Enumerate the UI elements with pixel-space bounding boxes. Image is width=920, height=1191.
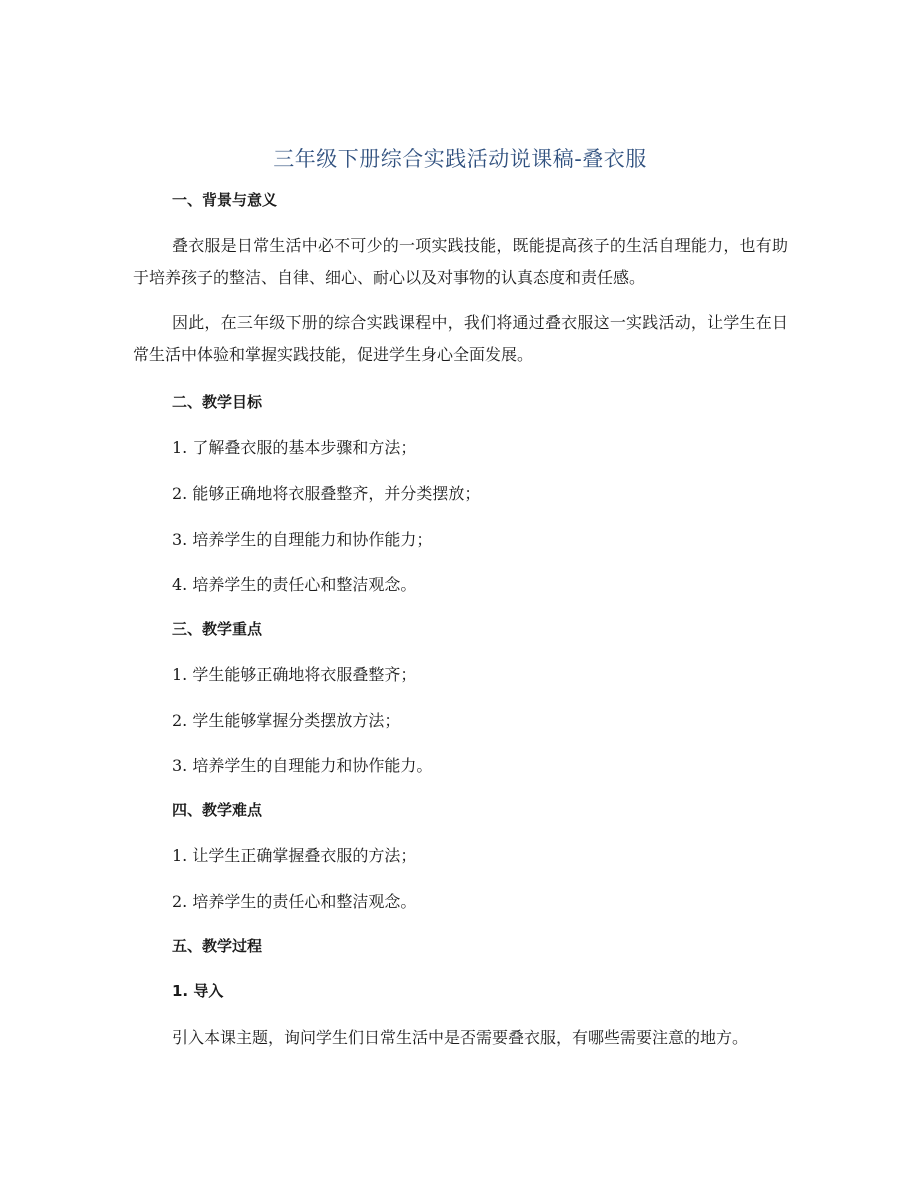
list-item-objective-1: 1. 了解叠衣服的基本步骤和方法；	[172, 438, 417, 457]
section-heading-difficulties: 四、教学难点	[172, 801, 263, 819]
document-title: 三年级下册综合实践活动说课稿-叠衣服	[273, 147, 647, 171]
section-heading-objectives: 二、教学目标	[172, 393, 263, 411]
paragraph-background-2: 因此，在三年级下册的综合实践课程中，我们将通过叠衣服这一实践活动，让学生在日常生活中体验和掌握实践技能，促进学生身心全面发展。	[133, 313, 788, 364]
list-item-difficulty-1: 1. 让学生正确掌握叠衣服的方法；	[172, 846, 417, 865]
list-item-objective-3: 3. 培养学生的自理能力和协作能力；	[172, 530, 433, 549]
list-item-key-point-3: 3. 培养学生的自理能力和协作能力。	[172, 756, 433, 775]
section-heading-background: 一、背景与意义	[172, 191, 278, 209]
paragraph-background-1: 叠衣服是日常生活中必不可少的一项实践技能，既能提高孩子的生活自理能力，也有助于培养孩子的整洁、自律、细心、耐心以及对事物的认真态度和责任感。	[133, 236, 788, 287]
list-item-difficulty-2: 2. 培养学生的责任心和整洁观念。	[172, 892, 417, 911]
list-item-objective-4: 4. 培养学生的责任心和整洁观念。	[172, 575, 417, 594]
section-heading-process: 五、教学过程	[172, 937, 263, 955]
section-heading-key-points: 三、教学重点	[172, 620, 263, 638]
list-item-key-point-2: 2. 学生能够掌握分类摆放方法；	[172, 711, 401, 730]
subheading-introduction: 1. 导入	[172, 982, 224, 1000]
list-item-objective-2: 2. 能够正确地将衣服叠整齐，并分类摆放；	[172, 484, 481, 503]
paragraph-introduction: 引入本课主题，询问学生们日常生活中是否需要叠衣服，有哪些需要注意的地方。	[172, 1028, 749, 1047]
list-item-key-point-1: 1. 学生能够正确地将衣服叠整齐；	[172, 665, 417, 684]
